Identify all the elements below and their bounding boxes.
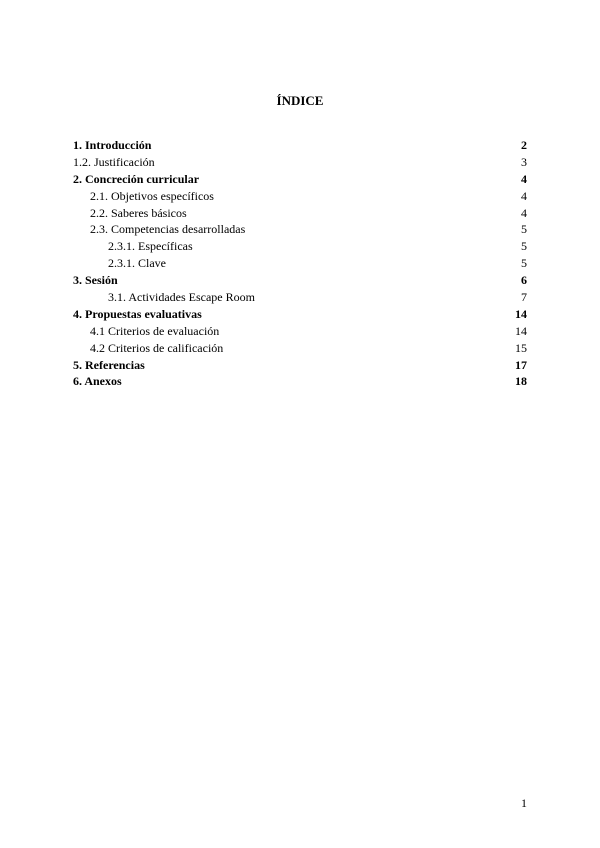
toc-entry-label: 5. Referencias — [73, 357, 145, 372]
toc-entry-page: 14 — [515, 306, 527, 321]
toc-entry-label: 1.2. Justificación — [73, 154, 155, 169]
toc-entry-label: 2. Concreción curricular — [73, 171, 200, 186]
toc-entry-page: 17 — [515, 357, 527, 372]
toc-entry-page: 6 — [521, 273, 527, 288]
toc-entry[interactable] — [73, 323, 527, 340]
toc-entry[interactable] — [73, 205, 527, 222]
toc-entry-page: 3 — [521, 154, 527, 169]
toc-entry-label: 4.1 Criterios de evaluación — [90, 323, 220, 338]
toc-entry[interactable] — [73, 255, 527, 272]
toc-entry[interactable] — [73, 137, 527, 154]
table-of-contents — [73, 137, 527, 390]
toc-entry-page: 5 — [521, 239, 527, 254]
toc-entry[interactable] — [73, 340, 527, 357]
toc-entry[interactable] — [73, 373, 527, 390]
toc-entry-page: 18 — [515, 374, 527, 389]
toc-entry-page: 4 — [521, 171, 527, 186]
page-number: 1 — [521, 796, 527, 810]
toc-entry-label: 4.2 Criterios de calificación — [90, 340, 224, 355]
toc-entry-page: 7 — [521, 290, 527, 305]
toc-entry-label: 6. Anexos — [73, 374, 122, 389]
toc-entry-label: 2.3. Competencias desarrolladas — [90, 222, 246, 237]
toc-entry[interactable] — [73, 188, 527, 205]
toc-entry[interactable] — [73, 154, 527, 171]
toc-entry[interactable] — [73, 171, 527, 188]
toc-entry-label: 2.3.1. Específicas — [108, 239, 193, 254]
toc-entry-label: 3. Sesión — [73, 273, 118, 288]
toc-entry-page: 4 — [521, 188, 527, 203]
toc-entry-label: 4. Propuestas evaluativas — [73, 306, 202, 321]
page-title: ÍNDICE — [276, 93, 324, 108]
toc-entry-page: 4 — [521, 205, 527, 220]
toc-entry[interactable] — [73, 306, 527, 323]
toc-entry[interactable] — [73, 238, 527, 255]
toc-entry-label: 1. Introducción — [73, 138, 152, 152]
toc-entry-label: 2.3.1. Clave — [108, 256, 166, 271]
toc-entry-label: 3.1. Actividades Escape Room — [108, 290, 255, 305]
toc-entry-label: 2.2. Saberes básicos — [90, 205, 187, 220]
toc-entry-page: 2 — [521, 138, 527, 152]
toc-entry[interactable] — [73, 221, 527, 238]
toc-entry[interactable] — [73, 272, 527, 289]
toc-entry-page: 5 — [521, 256, 527, 271]
toc-entry-page: 14 — [515, 323, 527, 338]
toc-entry-page: 5 — [521, 222, 527, 237]
toc-entry[interactable] — [73, 289, 527, 306]
toc-entry-page: 15 — [515, 340, 527, 355]
toc-entry-label: 2.1. Objetivos específicos — [90, 188, 214, 203]
toc-entry[interactable] — [73, 357, 527, 374]
